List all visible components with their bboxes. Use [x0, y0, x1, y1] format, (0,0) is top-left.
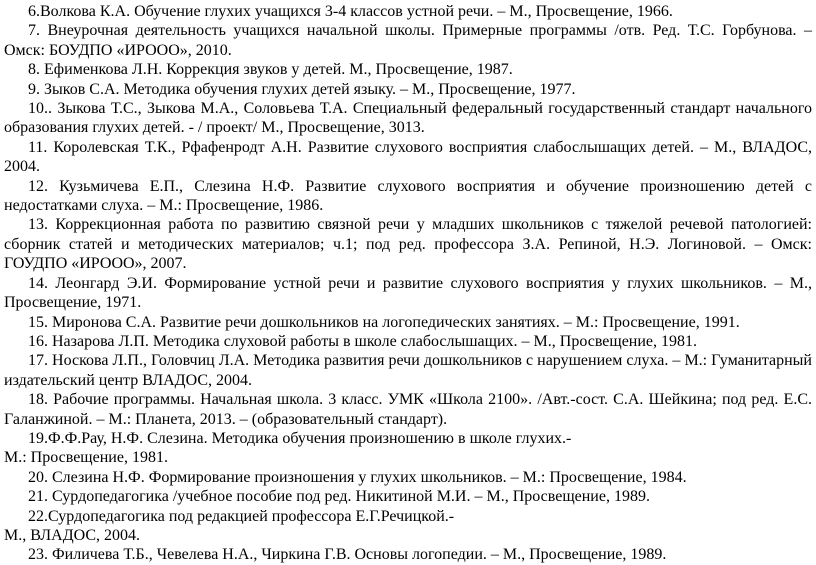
reference-item: 15. Миронова С.А. Развитие речи дошкольников на логопедических занятиях. – М.: Просвещение, 1991.	[28, 313, 740, 331]
reference-item: 7. Внеурочная деятельность учащихся начальной школы. Примерные программы /отв. Ред. Т.С. Горбунова. – Омск: БОУДПО «ИРООО», 2010.	[4, 22, 812, 59]
reference-item-continuation: М.: Просвещение, 1981.	[4, 449, 168, 467]
reference-item: 11. Королевская Т.К., Рфафенродт А.Н. Развитие слухового восприятия слабослышащих детей. – М., ВЛАДОС, 2004.	[4, 138, 812, 176]
reference-item: 6.Волкова К.А. Обучение глухих учащихся 3-4 классов устной речи. – М., Просвещение, 1966.	[28, 3, 673, 20]
reference-item: 23. Филичева Т.Б., Чевелева Н.А., Чиркина Г.В. Основы логопедии. – М., Просвещение, 1989.	[28, 546, 667, 564]
reference-item: 13. Коррекционная работа по развитию связной речи у младших школьников с тяжелой речевой патологией: сборник статей и методических материалов; ч.1; под ред. профессора З.А. Репиной, Н.Э. Логиновой. – Омск: ГОУДПО «ИРООО», 2007.	[4, 216, 812, 273]
reference-item: 17. Носкова Л.П., Головчиц Л.А. Методика развития речи дошкольников с нарушением слуха. – М.: Гуманитарный издательский центр ВЛАДОС, 2004.	[4, 352, 812, 389]
reference-item: 12. Кузьмичева Е.П., Слезина Н.Ф. Развитие слухового восприятия и обучение произношению детей с недостатками слуха. – М.: Просвещение, 1986.	[4, 177, 812, 215]
reference-item: 19.Ф.Ф.Рау, Н.Ф. Слезина. Методика обучения произношению в школе глухих.-	[28, 429, 572, 447]
reference-item: 20. Слезина Н.Ф. Формирование произношения у глухих школьников. – М.: Просвещение, 1984.	[28, 468, 687, 486]
reference-item: 22.Сурдопедагогика под редакцией профессора Е.Г.Речицкой.-	[28, 507, 455, 525]
reference-item: 16. Назарова Л.П. Методика слуховой работы в школе слабослышащих. – М., Просвещение, 1981.	[28, 332, 698, 350]
reference-item: 10.. Зыкова Т.С., Зыкова М.А., Соловьева Т.А. Специальный федеральный государственный стандарт начального образования глухих детей. - / проект/ М., Просвещение, 3013.	[4, 100, 812, 137]
reference-item-continuation: М., ВЛАДОС, 2004.	[4, 526, 141, 544]
reference-item: 21. Сурдопедагогика /учебное пособие под ред. Никитиной М.И. – М., Просвещение, 1989.	[28, 488, 650, 506]
reference-item: 18. Рабочие программы. Начальная школа. 3 класс. УМК «Школа 2100». /Авт.-сост. С.А. Шейкина; под ред. Е.С. Галанжиной. – М.: Планета, 2013. – (образовательный стандарт).	[4, 391, 812, 428]
reference-item: 14. Леонгард Э.И. Формирование устной речи и развитие слухового восприятия у глухих школьников. – М., Просвещение, 1971.	[4, 274, 812, 312]
reference-item: 8. Ефименкова Л.Н. Коррекция звуков у детей. М., Просвещение, 1987.	[28, 61, 513, 79]
reference-item: 9. Зыков С.А. Методика обучения глухих детей языку. – М., Просвещение, 1977.	[28, 80, 576, 98]
